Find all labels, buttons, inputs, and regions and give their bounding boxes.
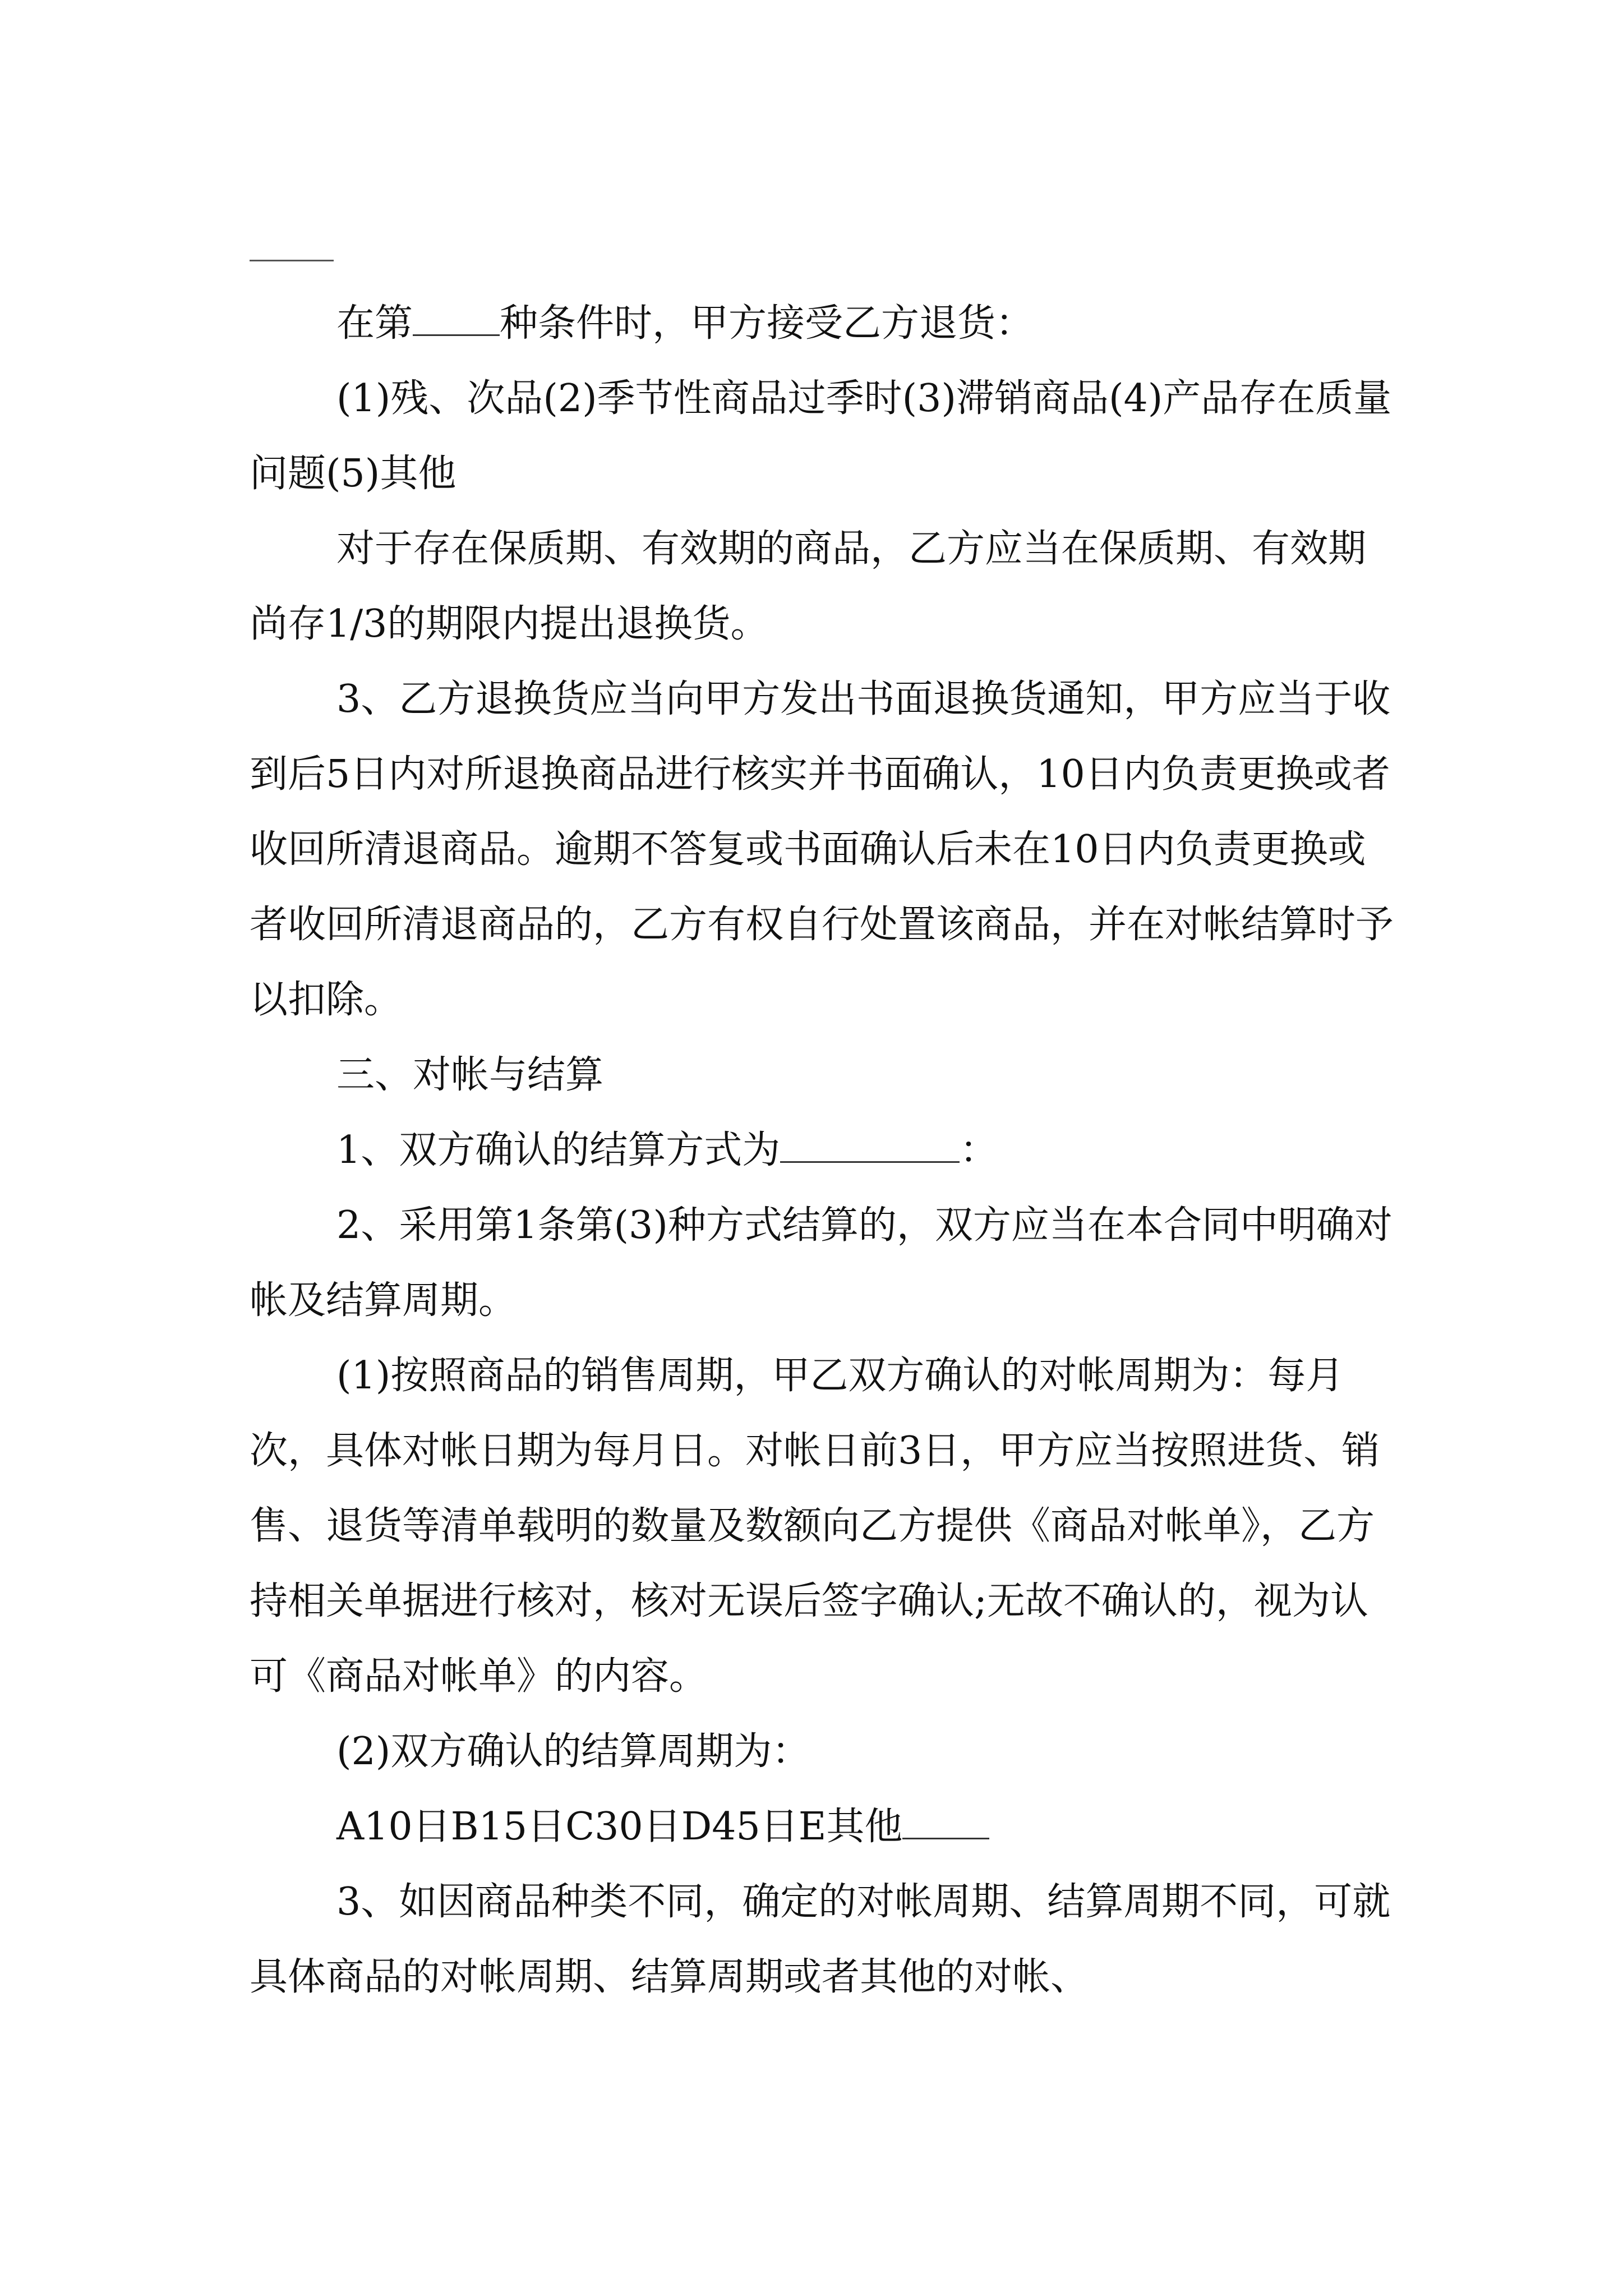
- settlement-period-options: [250, 1789, 1399, 1865]
- return-conditions-intro: [250, 286, 1399, 361]
- section-3-heading: 三、对帐与结算: [336, 1053, 604, 1097]
- shelf-life-clause: 对于存在保质期、有效期的商品，乙方应当在保质期、有效期尚存1/3的期限内提出退换货。: [250, 527, 1367, 646]
- return-conditions-list: (1)残、次品(2)季节性商品过季时(3)滞销商品(4)产品存在质量问题(5)其他: [250, 376, 1392, 496]
- settlement-method: [250, 1113, 1399, 1188]
- fill-in-blank: [780, 1128, 960, 1163]
- fill-in-blank: [902, 1804, 989, 1839]
- return-conditions-intro-after: 种条件时，甲方接受乙方退货：: [500, 301, 1034, 346]
- document-body: [250, 286, 1399, 2015]
- settlement-period-options-text: A10日B15日C30日D45日E其他: [336, 1805, 903, 1849]
- clause-3-return-notice: 3、乙方退换货应当向甲方发出书面退换货通知，甲方应当于收到后5日内对所退换商品进行核实并书面确认，10日内负责更换或者收回所清退商品。逾期不答复或书面确认后未在10日内负责更换或者收回所清退商品的，乙方有权自行处置该商品，并在对帐结算时予以扣除。: [250, 677, 1394, 1022]
- settlement-method-after: ：: [960, 1128, 998, 1172]
- settlement-clause-2: 2、采用第1条第(3)种方式结算的，双方应当在本合同中明确对帐及结算周期。: [250, 1203, 1393, 1323]
- return-conditions-intro-before: 在第: [336, 301, 413, 346]
- fill-in-blank: [413, 301, 500, 336]
- settlement-method-before: 1、双方确认的结算方式为: [336, 1128, 781, 1172]
- top-divider-line: [250, 260, 334, 261]
- settlement-period-intro: (2)双方确认的结算周期为：: [336, 1729, 810, 1774]
- reconciliation-period: (1)按照商品的销售周期，甲乙双方确认的对帐周期为：每月次，具体对帐日期为每月日。对帐日前3日，甲方应当按照进货、销售、退货等清单载明的数量及数额向乙方提供《商品对帐单》，乙方持相关单据进行核对，核对无误后签字确认;无故不确认的，视为认可《商品对帐单》的内容。: [250, 1354, 1380, 1699]
- clause-3-different-goods: 3、如因商品种类不同，确定的对帐周期、结算周期不同，可就具体商品的对帐周期、结算周期或者其他的对帐、: [250, 1880, 1391, 1999]
